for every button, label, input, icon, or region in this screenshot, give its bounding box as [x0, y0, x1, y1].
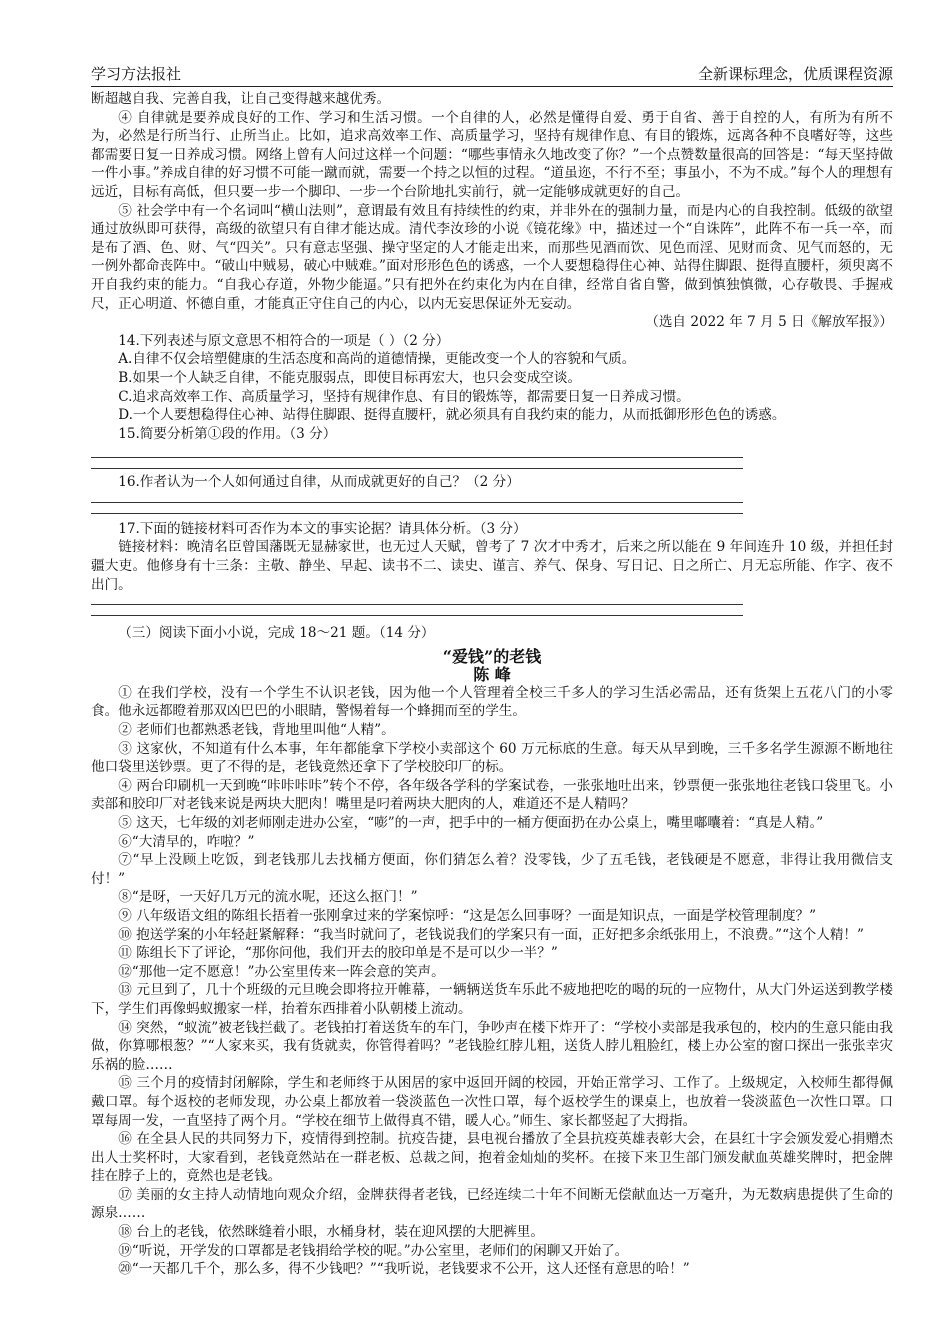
story-paragraph: ⑭ 突然，“蚁流”被老钱拦截了。老钱拍打着送货车的车门，争吵声在楼下炸开了：“学校小卖部是我承包的，校内的生意只能由我做，你算哪根葱？”“人家来买，我有货就卖，你管得着吗？”老钱脸红脖儿粗，送货人脖儿粗脸红，楼上办公室的窗口探出一张张幸灾乐祸的脸…… [91, 1019, 893, 1073]
publisher-name: 学习方法报社 [91, 65, 182, 83]
question-option: B.如果一个人缺乏自律，不能克服弱点，即使目标再宏大，也只会变成空谈。 [118, 369, 582, 386]
question-option: D.一个人要想稳得住心神、站得住脚跟、挺得直腰杆，就必须具有自我约束的能力，从而抵御形形色色的诱惑。 [118, 407, 786, 424]
header-slogan: 全新课标理念，优质课程资源 [697, 65, 893, 83]
section-intro: （三）阅读下面小小说，完成 18～21 题。（14 分） [118, 625, 435, 642]
story-paragraph: ⑥“大清早的，咋啦？” [118, 833, 255, 850]
story-paragraph: ⑱ 台上的老钱，依然眯缝着小眼，水桶身材，装在迎风摆的大肥裤里。 [118, 1224, 544, 1241]
question-option: A.自律不仅会培塑健康的生活态度和高尚的道德情操，更能改变一个人的容貌和气质。 [118, 351, 636, 368]
story-paragraph: ④ 两台印刷机一天到晚“咔咔咔咔”转个不停，各年级各学科的学案试卷，一张张地吐出来，钞票便一张张地往老钱口袋里飞。小卖部和胶印厂对老钱来说是两块大肥肉！嘴里是叼着两块大肥肉的人，难道还不是人精吗？ [91, 777, 893, 813]
page-header [91, 64, 893, 87]
story-author: 陈 峰 [473, 664, 511, 684]
story-paragraph: ⑯ 在全县人民的共同努力下，疫情得到控制。抗疫告捷，县电视台播放了全县抗疫英雄表彰大会，在县红十字会颁发爱心捐赠杰出人士奖杯时，大家看到，老钱竟然站在一群老板、总裁之间，抱着金灿灿的奖杯。在接下来卫生部门颁发献血英雄奖牌时，把金牌挂在脖子上的，竟然也是老钱。 [91, 1131, 893, 1185]
question-15: 15.简要分析第①段的作用。（3 分） [118, 425, 337, 442]
passage-source: （选自 2022 年 7 月 5 日《解放军报》） [645, 314, 893, 331]
story-paragraph: ⑧“是呀，一天好几万元的流水呢，还这么抠门！” [118, 889, 418, 906]
question-option: C.追求高效率工作、高质量学习，坚持有规律作息、有目的锻炼等，都需要日复一日养成习惯。 [118, 388, 690, 405]
story-paragraph: ⑮ 三个月的疫情封闭解除，学生和老师终于从困居的家中返回开阔的校园，开始正常学习、工作了。上级规定，入校师生都得佩戴口罩。每个返校的老师发现，办公桌上都放着一袋淡蓝色一次性口罩，每个返校学生的课桌上，也放着一袋淡蓝色一次性口罩。口罩每周一发，一直坚持了两个月。“学校在细节上做得真不错，暖人心。”师生、家长都竖起了大拇指。 [91, 1075, 893, 1129]
question-14: 14.下列表述与原文意思不相符合的一项是（ ）（2 分） [118, 332, 450, 349]
story-paragraph: ⑩ 抱送学案的小年轻赶紧解释：“我当时就问了，老钱说我们的学案只有一面，正好把多余纸张用上，不浪费。”“这个人精！” [118, 926, 864, 943]
answer-line[interactable] [91, 458, 743, 469]
passage-paragraph: 断超越自我、完善自我，让自己变得越来越优秀。 [91, 91, 391, 107]
story-paragraph: ⑬ 元旦到了，几十个班级的元旦晚会即将拉开帷幕，一辆辆送货车乐此不疲地把吃的喝的玩的一应物什，从大门外运送到教学楼下，学生们再像蚂蚁搬家一样，抬着东西排着小队朝楼上流动。 [91, 982, 893, 1017]
story-paragraph: ③ 这家伙，不知道有什么本事，年年都能拿下学校小卖部这个 60 万元标底的生意。每天从早到晚，三千多名学生源源不断地往他口袋里送钞票。更了不得的是，老钱竟然还拿下了学校胶印厂的标。 [91, 740, 893, 776]
story-title: “爱钱”的老钱 [442, 646, 542, 666]
answer-line[interactable] [91, 447, 743, 458]
story-paragraph: ⑨ 八年级语文组的陈组长捂着一张刚拿过来的学案惊呼：“这是怎么回事呀？一面是知识点，一面是学校管理制度？” [118, 907, 817, 924]
document-body [91, 90, 893, 1279]
story-paragraph: ⑲“听说，开学发的口罩都是老钱捐给学校的呢。”办公室里，老师们的闲聊又开始了。 [118, 1242, 629, 1259]
story-paragraph: ⑤ 这天，七年级的刘老师刚走进办公室，“嘭”的一声，把手中的一桶方便面扔在办公桌上，嘴里嘟囔着：“真是人精。” [118, 815, 824, 831]
passage-paragraph: ④ 自律就是要养成良好的工作、学习和生活习惯。一个自律的人，必然是懂得自爱、勇于自省、善于自控的人，有所为有所不为，必然是行所当行、止所当止。比如，追求高效率工作、高质量学习，坚持有规律作息、有目的锻炼，远离各种不良嗜好等，这些都需要日复一日养成习惯。网络上曾有人问过这样一个问题：“哪些事情永久地改变了你？”一个点赞数量很高的回答是：“每天坚持做一件小事。”养成自律的好习惯不可能一蹴而就，需要一个持之以恒的过程。“道虽迩，不行不至；事虽小，不为不成。”每个人的理想有远近，目标有高低，但只要一步一个脚印、一步一个台阶地扎实前行，就一定能够成就更好的自己。 [91, 109, 893, 200]
answer-line[interactable] [91, 503, 743, 514]
answer-line[interactable] [91, 594, 743, 605]
answer-line[interactable] [91, 492, 743, 503]
answer-line[interactable] [91, 605, 743, 616]
story-paragraph: ⑪ 陈组长下了评论，“那你问他，我们开去的胶印单是不是可以少一半？” [118, 945, 558, 962]
question-17: 17.下面的链接材料可否作为本文的事实论据？请具体分析。（3 分） [118, 520, 527, 537]
question-16: 16.作者认为一个人如何通过自律，从而成就更好的自己？（2 分） [118, 474, 520, 491]
story-paragraph: ① 在我们学校，没有一个学生不认识老钱，因为他一个人管理着全校三千多人的学习生活必需品，还有货架上五花八门的小零食。他永远都瞪着那双凶巴巴的小眼睛，警惕着每一个蜂拥而至的学生。 [91, 684, 893, 720]
story-paragraph: ② 老师们也都熟悉老钱，背地里叫他“人精”。 [118, 722, 395, 739]
story-paragraph: ⑰ 美丽的女主持人动情地向观众介绍，金牌获得者老钱，已经连续二十年不间断无偿献血达一万毫升，为无数病患提供了生命的源泉…… [91, 1186, 893, 1222]
passage-paragraph: ⑤ 社会学中有一个名词叫“横山法则”，意谓最有效且有持续性的约束，并非外在的强制力量，而是内心的自我控制。低级的欲望通过放纵即可获得，高级的欲望只有自律才能达成。清代李汝珍的小说《镜花缘》中，描述过一个“自诛阵”，此阵不布一兵一卒，而是布了酒、色、财、气“四关”。只有意志坚强、操守坚定的人才能走出来，而那些见酒而饮、见色而淫、见财而贪、见气而怒的，无一例外都命丧阵中。“破山中贼易，破心中贼难。”面对形形色色的诱惑，一个人要想稳得住心神、站得住脚跟、挺得直腰杆，须臾离不开自我约束的能力。“自我心存道，外物少能逼。”只有把外在约束化为内在自律，经常自省自警，做到慎独慎微，心存敬畏、手握戒尺，正心明道、怀德自重，才能真正守住自己的内心，以内无妄思保证外无妄动。 [91, 202, 893, 312]
story-paragraph: ⑦“早上没顾上吃饭，到老钱那儿去找桶方便面，你们猜怎么着？没零钱，少了五毛钱，老钱硬是不愿意，非得让我用微信支付！” [91, 852, 893, 887]
story-paragraph: ⑫“那他一定不愿意！”办公室里传来一阵会意的笑声。 [118, 963, 445, 980]
story-paragraph: ⑳“一天都几千个，那么多，得不少钱吧？”“我听说，老钱要求不公开，这人还怪有意思的哈！” [118, 1261, 690, 1278]
link-material: 链接材料：晚清名臣曾国藩既无显赫家世，也无过人天赋，曾考了 7 次才中秀才，后来之所以能在 9 年间连升 10 级，并担任封疆大吏。他修身有十三条：主敬、静坐、早起、读书不二、读史、谨言、养气、保身、写日记、日之所亡、月无忘所能、作字、夜不出门。 [91, 539, 893, 593]
